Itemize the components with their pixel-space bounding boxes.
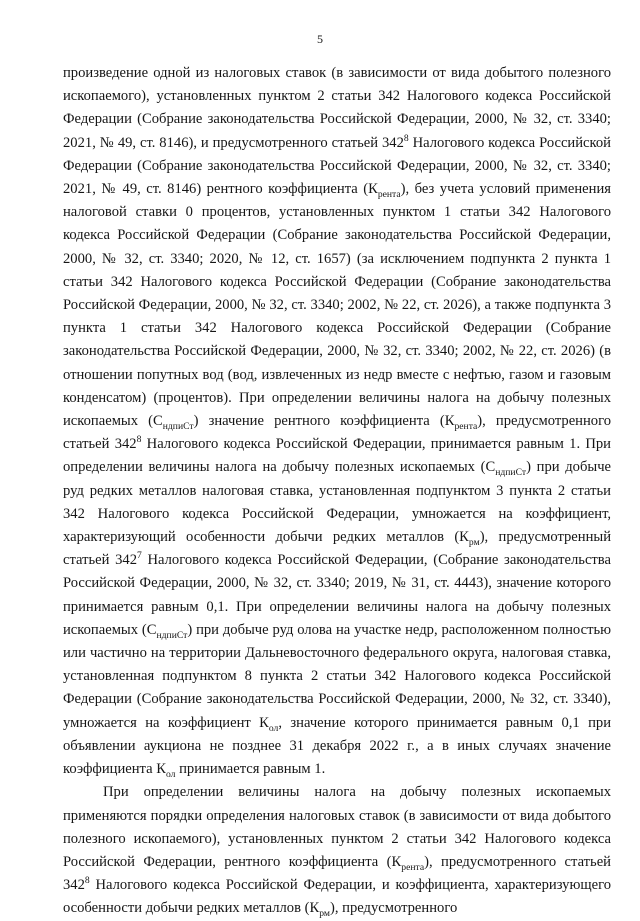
text: ) при добыче руд олова на участке недр, расположенном полностью или частично на территории Дальневосточного федерального округа, налоговая ставка, установленная подпунктом 8 пункта 2 статьи 342 Налогового кодекса Российской Федерации (Собрание законодательства Российской Федерации, 2000, № 32, ст. 3340), умножается на коэффициент К — [63, 621, 612, 731]
text: , значение которого принимается равным 0,1 при объявлении аукциона не позднее 31 декабря 2022 г., а в иных случаях значение коэффициента К — [63, 714, 611, 778]
text: ), предусмотренного статьей 342 — [63, 413, 612, 453]
superscript: 8 — [84, 875, 90, 887]
paragraph-2 — [63, 781, 611, 920]
text: ), предусмотренного статьей 342 — [63, 853, 611, 894]
text: принимается равным 1. — [175, 761, 326, 778]
text: ), без учета условий применения налоговой ставки 0 процентов, установленных пунктом 1 статьи 342 Налогового кодекса Российской Федерации (Собрание законодательства Российской Федерации, 2000, № 32, ст. 3340; 2020, № 12, ст. 1657) (за исключением подпункта 2 пункта 1 статьи 342 Налогового кодекса Российской Федерации (Собрание законодательства Российской Федерации, 2000, № 32, ст. 3340; 2002, № 22, ст. 2026), а также подпункта 3 пункта 1 статьи 342 Налогового кодекса Российской Федерации (Собрание законодательства Российской Федерации, 2000, № 32, ст. 3340; 2002, № 22, ст. 2026) (в отношении попутных вод (вод, извлеченных из недр вместе с нефтью, газом и газовым конденсатом) (процентов). При определении величины налога на добычу полезных ископаемых (С — [63, 181, 611, 430]
superscript: 8 — [136, 434, 142, 446]
subscript: рента — [454, 420, 478, 432]
subscript: рента — [377, 188, 401, 200]
subscript: ндпиСт — [495, 467, 527, 479]
page-number: 5 — [317, 32, 323, 46]
text: Налогового кодекса Российской Федерации (Собрание законодательства Российской Федерации, 2000, № 32, ст. 3340; 2021, № 49, ст. 8146) рентного коэффициента (К — [63, 134, 611, 198]
subscript: ол — [268, 722, 279, 734]
text: Налогового кодекса Российской Федерации, (Собрание законодательства Российской Федерации, 2000, № 32, ст. 3340; 2019, № 31, ст. 4443), значение которого принимается равным 0,1. При определении величины налога на добычу полезных ископаемых (С — [63, 552, 611, 638]
text: ) при добыче руд редких металлов налоговая ставка, установленная подпунктом 3 пункта 2 статьи 342 Налогового кодекса Российской Федерации, умножается на коэффициент, характеризующий особенности добычи редких металлов (К — [63, 459, 612, 546]
subscript: рм — [319, 908, 330, 920]
subscript: ндпиСт — [162, 420, 194, 432]
subscript: ндпиСт — [156, 629, 188, 641]
text: Налогового кодекса Российской Федерации, принимается равным 1. При определении величины налога на добычу полезных ископаемых (С — [63, 436, 611, 476]
text: произведение одной из налоговых ставок (в зависимости от вида добытого полезного ископаемого), установленных пунктом 2 статьи 342 Налогового кодекса Российской Федерации (Собрание законодательства Российской Федерации, 2000, № 32, ст. 3340; 2021, № 49, ст. 8146), и предусмотренного статьей 342 — [63, 65, 611, 151]
superscript: 7 — [137, 550, 142, 562]
paragraph-1 — [63, 62, 611, 781]
text: Налогового кодекса Российской Федерации, и коэффициента, характеризующего особенности добычи редких металлов (К — [63, 877, 611, 917]
text: ), предусмотренный статьей 342 — [63, 529, 612, 569]
text: ), предусмотренного — [329, 900, 458, 917]
text: ) значение рентного коэффициента (К — [193, 413, 455, 430]
subscript: рента — [401, 861, 425, 873]
document-body — [63, 62, 611, 921]
subscript: рм — [468, 536, 480, 548]
text: При определении величины налога на добычу полезных ископаемых применяются порядки определения налоговых ставок (в зависимости от вида добытого полезного ископаемого), установленных пунктом 2 статьи 342 Налогового кодекса Российской Федерации, рентного коэффициента (К — [63, 784, 611, 870]
superscript: 8 — [403, 132, 409, 144]
subscript: ол — [165, 769, 176, 780]
